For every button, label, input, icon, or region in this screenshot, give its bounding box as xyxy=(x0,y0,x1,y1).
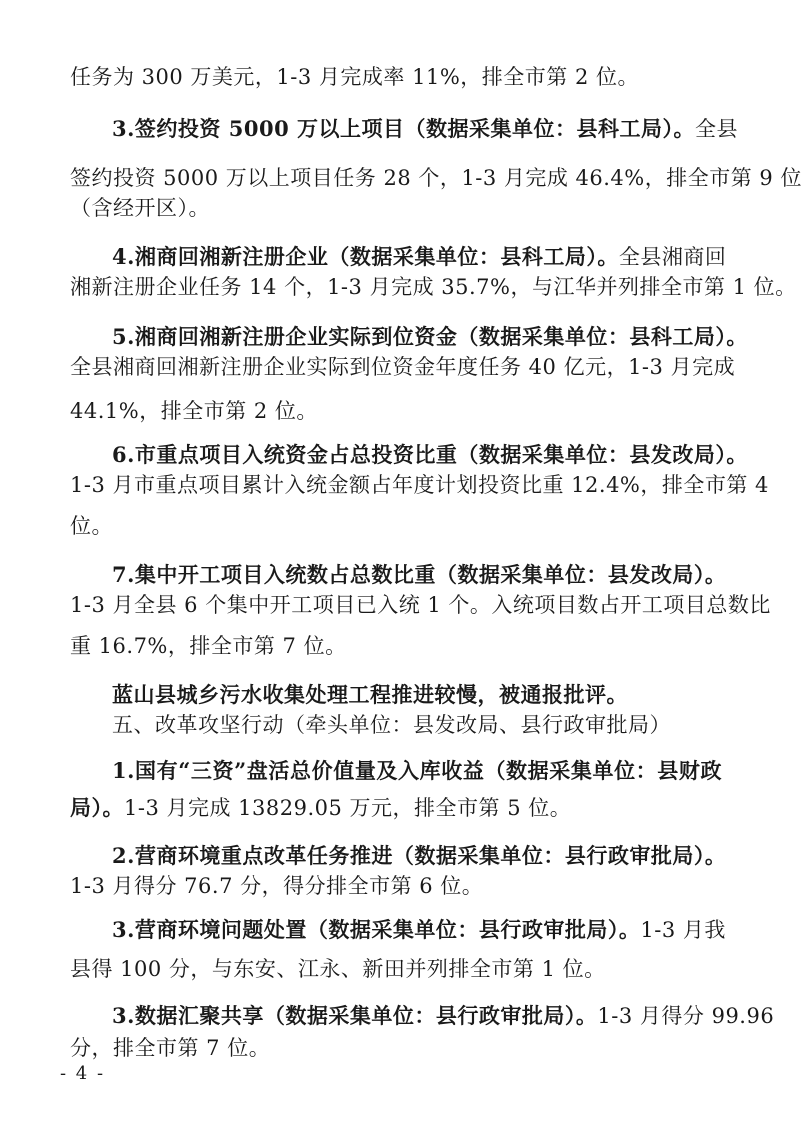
item-heading: 3.数据汇聚共享（数据采集单位：县行政审批局）。 xyxy=(112,1003,598,1028)
item-heading-line xyxy=(112,756,722,786)
text-line xyxy=(70,1033,722,1063)
text-span: 重 16.7%，排全市第 7 位。 xyxy=(70,634,347,658)
text-line xyxy=(70,631,722,661)
text-line xyxy=(70,163,802,193)
item-heading: 1.国有“三资”盘活总价值量及入库收益（数据采集单位：县财政 xyxy=(112,758,722,783)
text-span: 1-3 月得分 99.96 xyxy=(597,1004,775,1028)
text-span: 湘新注册企业任务 14 个，1-3 月完成 35.7%，与江华并列排全市第 1 位。 xyxy=(70,275,797,299)
text-span: 1-3 月完成 13829.05 万元，排全市第 5 位。 xyxy=(124,796,572,820)
item-heading: 局）。 xyxy=(70,795,124,820)
item-heading-line xyxy=(112,114,738,144)
text-line xyxy=(70,193,722,223)
notice-line xyxy=(112,680,722,710)
text-span: 1-3 月市重点项目累计入统金额占年度计划投资比重 12.4%，排全市第 4 xyxy=(70,473,769,497)
item-heading-line xyxy=(112,322,748,352)
item-heading-line xyxy=(112,560,727,590)
item-heading: 3.签约投资 5000 万以上项目（数据采集单位：县科工局）。 xyxy=(112,116,695,141)
item-heading: 7.集中开工项目入统数占总数比重（数据采集单位：县发改局）。 xyxy=(112,562,727,587)
text-span: 1-3 月得分 76.7 分，得分排全市第 6 位。 xyxy=(70,874,484,898)
text-line xyxy=(70,272,797,302)
text-line xyxy=(70,590,771,620)
text-span: 签约投资 5000 万以上项目任务 28 个，1-3 月完成 46.4%，排全市第 9 位 xyxy=(70,166,802,190)
item-heading: 2.营商环境重点改革任务推进（数据采集单位：县行政审批局）。 xyxy=(112,843,727,868)
text-line xyxy=(70,352,736,382)
item-heading-line xyxy=(70,793,722,823)
text-span: 1-3 月全县 6 个集中开工项目已入统 1 个。入统项目数占开工项目总数比 xyxy=(70,593,771,617)
section-title: 五、改革攻坚行动（牵头单位：县发改局、县行政审批局） xyxy=(112,713,671,737)
text-line xyxy=(70,62,722,92)
item-heading-line xyxy=(112,915,726,945)
text-line xyxy=(70,511,722,541)
page-number: - 4 - xyxy=(60,1063,106,1084)
item-heading: 6.市重点项目入统资金占总投资比重（数据采集单位：县发改局）。 xyxy=(112,442,748,467)
item-heading: 5.湘商回湘新注册企业实际到位资金（数据采集单位：县科工局）。 xyxy=(112,324,748,349)
text-span: （含经开区）。 xyxy=(70,196,210,220)
section-heading xyxy=(112,710,722,740)
item-heading: 3.营商环境问题处置（数据采集单位：县行政审批局）。 xyxy=(112,917,641,942)
text-span: 44.1%，排全市第 2 位。 xyxy=(70,399,318,423)
notice-text: 蓝山县城乡污水收集处理工程推进较慢，被通报批评。 xyxy=(112,682,628,707)
item-heading-line xyxy=(112,1001,775,1031)
text-span: 位。 xyxy=(70,514,113,538)
item-heading-line xyxy=(112,440,748,470)
item-heading: 4.湘商回湘新注册企业（数据采集单位：县科工局）。 xyxy=(112,244,619,269)
text-line xyxy=(70,954,722,984)
text-span: 1-3 月我 xyxy=(640,918,726,942)
text-line xyxy=(70,396,722,426)
text-span: 任务为 300 万美元，1-3 月完成率 11%，排全市第 2 位。 xyxy=(70,65,639,89)
text-line xyxy=(70,871,722,901)
text-span: 县得 100 分，与东安、江永、新田并列排全市第 1 位。 xyxy=(70,957,606,981)
item-heading-line xyxy=(112,841,727,871)
text-span: 全县湘商回 xyxy=(618,245,727,269)
text-span: 全县湘商回湘新注册企业实际到位资金年度任务 40 亿元，1-3 月完成 xyxy=(70,355,736,379)
text-line xyxy=(70,470,769,500)
item-heading-line xyxy=(112,242,727,272)
text-span: 全县 xyxy=(695,117,738,141)
text-span: 分，排全市第 7 位。 xyxy=(70,1036,271,1060)
